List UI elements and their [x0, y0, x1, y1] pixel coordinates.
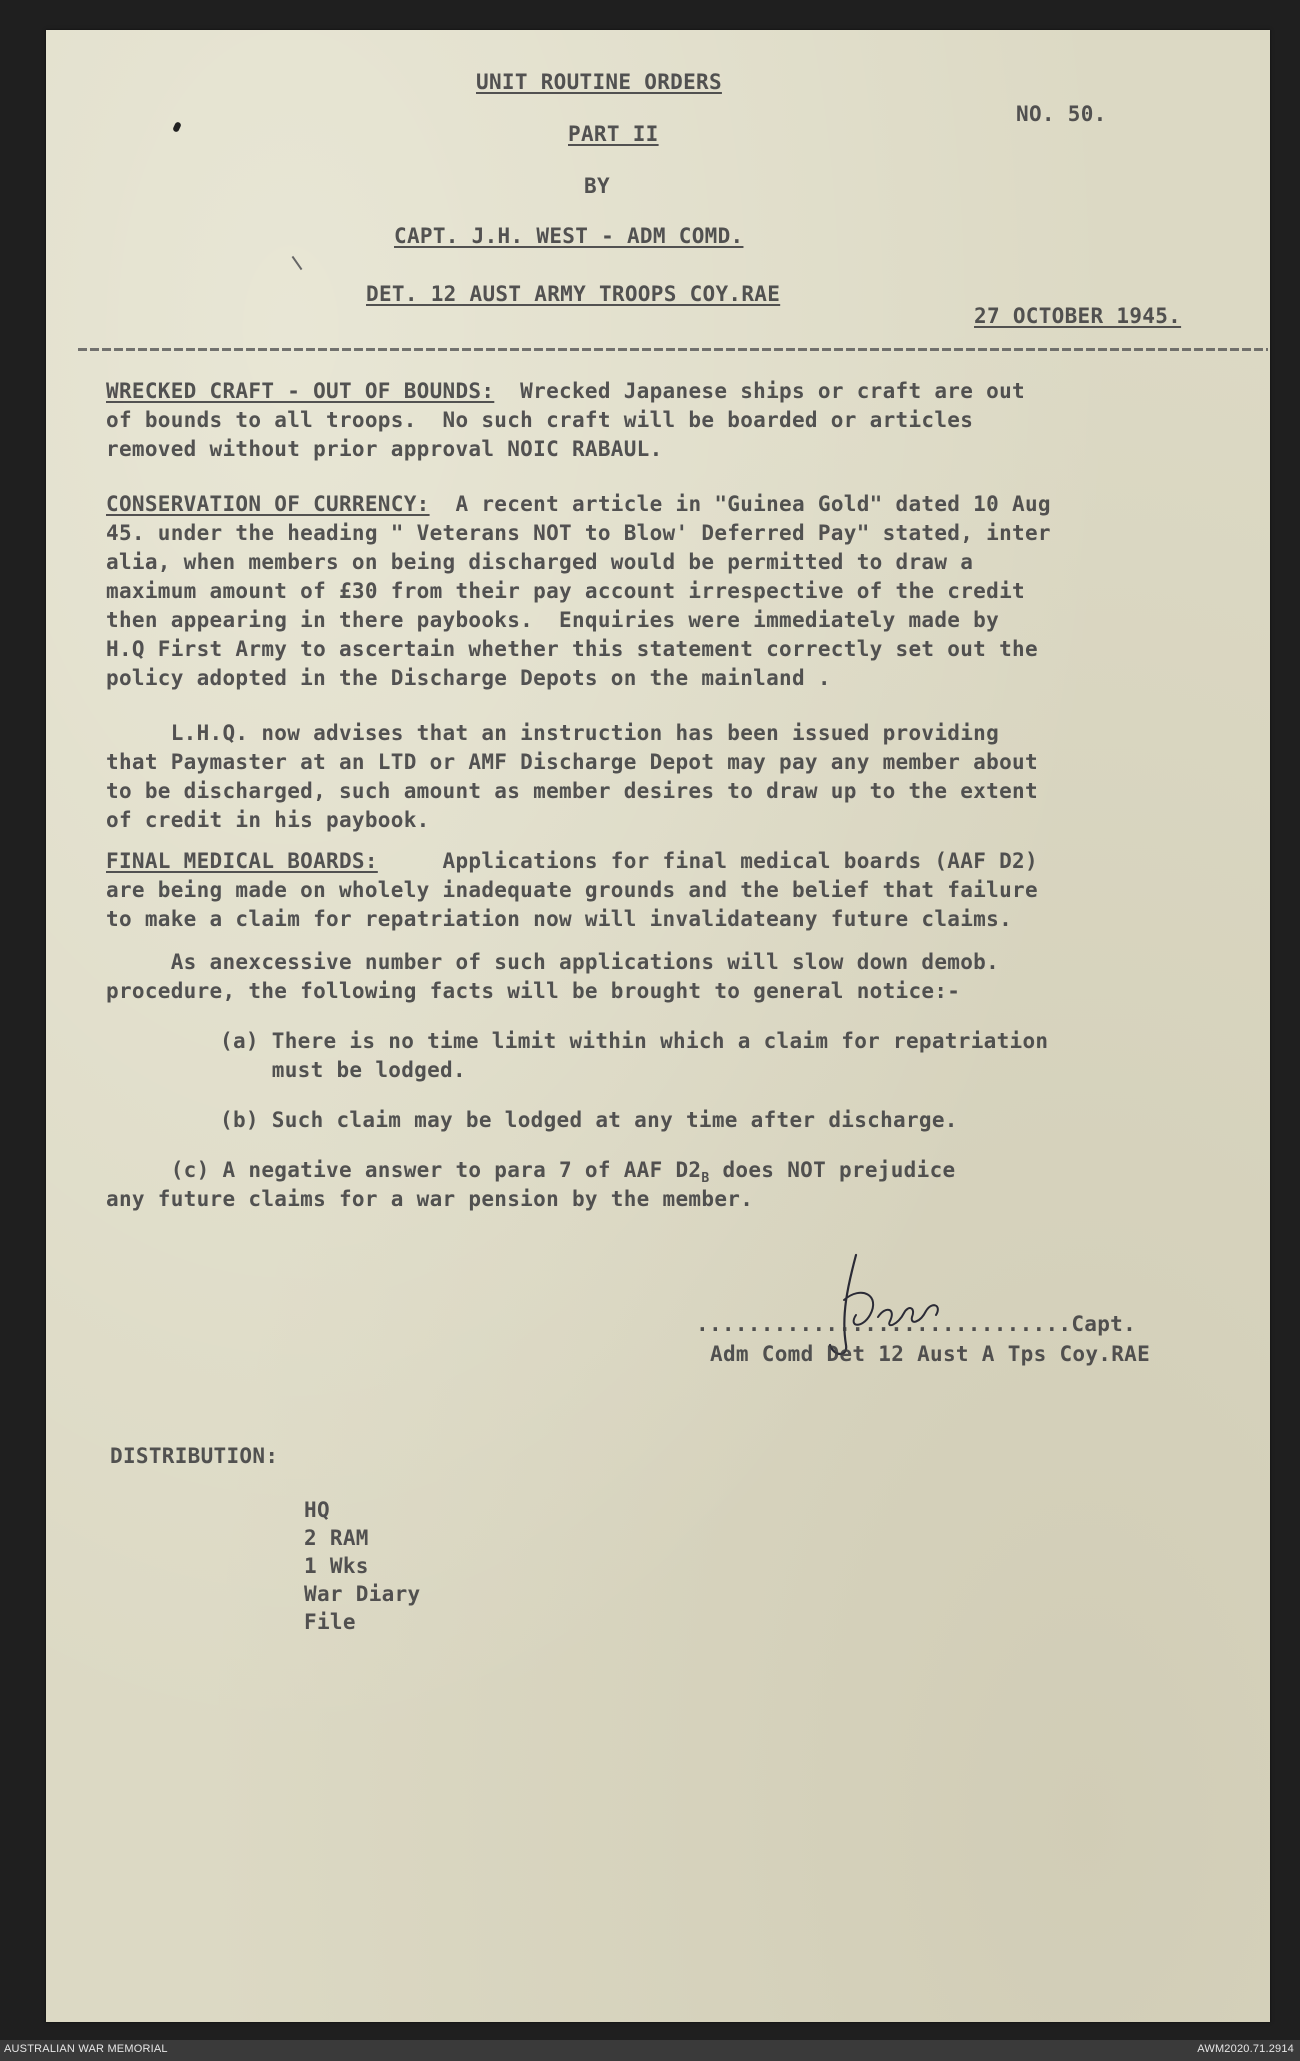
fact-b-line: (b) Such claim may be lodged at any time after discharge.	[220, 1108, 958, 1132]
distribution-item: 1 Wks	[304, 1554, 369, 1578]
paragraph-line: As anexcessive number of such applications will slow down demob.	[106, 950, 1000, 974]
paragraph-line: then appearing in there paybooks. Enquiries were immediately made by	[106, 608, 1000, 632]
signatory-title: Adm Comd Det 12 Aust A Tps Coy.RAE	[710, 1342, 1151, 1366]
paragraph-line: procedure, the following facts will be brought to general notice:-	[106, 979, 961, 1003]
paragraph-line: L.H.Q. now advises that an instruction has been issued providing	[106, 721, 1000, 745]
document-page	[46, 30, 1270, 2022]
fact-c-line: any future claims for a war pension by the member.	[106, 1187, 754, 1211]
paragraph-line: removed without prior approval NOIC RABAUL.	[106, 437, 663, 461]
paragraph-line: of credit in his paybook.	[106, 808, 430, 832]
distribution-item: 2 RAM	[304, 1526, 369, 1550]
document-date: 27 OCTOBER 1945.	[974, 304, 1182, 328]
paragraph-line: policy adopted in the Discharge Depots on the mainland .	[106, 666, 831, 690]
paragraph-line: A recent article in "Guinea Gold" dated 10 Aug	[429, 492, 1051, 516]
header-rule	[78, 348, 1268, 351]
paragraph-line: of bounds to all troops. No such craft will be boarded or articles	[106, 408, 974, 432]
paragraph-line: to make a claim for repatriation now will invalidateany future claims.	[106, 907, 1013, 931]
document-title: UNIT ROUTINE ORDERS	[476, 70, 722, 94]
footer-accession-number: AWM2020.71.2914	[1197, 2043, 1294, 2055]
fact-c-subscript: B	[701, 1171, 710, 1187]
issuing-officer: CAPT. J.H. WEST - ADM COMD.	[394, 224, 744, 248]
paragraph-line: 45. under the heading " Veterans NOT to Blow' Deferred Pay" stated, inter	[106, 521, 1051, 545]
stray-mark	[292, 256, 303, 270]
stray-mark	[172, 121, 182, 133]
document-part: PART II	[568, 122, 659, 146]
section-heading: CONSERVATION OF CURRENCY:	[106, 492, 430, 516]
fact-c-text-end: does NOT prejudice	[709, 1158, 956, 1182]
paragraph-line: to be discharged, such amount as member desires to draw up to the extent	[106, 779, 1038, 803]
section-currency	[106, 490, 1051, 519]
distribution-item: HQ	[304, 1498, 330, 1522]
order-number: NO. 50.	[1016, 102, 1107, 126]
section-wrecked	[106, 377, 1025, 406]
paragraph-line: maximum amount of £30 from their pay account irrespective of the credit	[106, 579, 1025, 603]
section-heading: WRECKED CRAFT - OUT OF BOUNDS:	[106, 379, 495, 403]
section-heading: FINAL MEDICAL BOARDS:	[106, 849, 378, 873]
paragraph-line: H.Q First Army to ascertain whether this statement correctly set out the	[106, 637, 1038, 661]
issuing-unit: DET. 12 AUST ARMY TROOPS COY.RAE	[366, 282, 781, 306]
section-medical	[106, 847, 1038, 876]
document-by: BY	[584, 174, 610, 198]
paragraph-line: are being made on wholely inadequate grounds and the belief that failure	[106, 878, 1038, 902]
footer-institution: AUSTRALIAN WAR MEMORIAL	[4, 2043, 168, 2055]
distribution-item: File	[304, 1610, 356, 1634]
paragraph-line: Applications for final medical boards (AAF D2)	[377, 849, 1038, 873]
fact-a-line: (a) There is no time limit within which a claim for repatriation	[220, 1029, 1049, 1053]
paragraph-line: alia, when members on being discharged would be permitted to draw a	[106, 550, 974, 574]
paragraph-line: Wrecked Japanese ships or craft are out	[494, 379, 1025, 403]
fact-a-line: must be lodged.	[220, 1058, 466, 1082]
signature-dots: .............................Capt.	[696, 1312, 1137, 1336]
distribution-item: War Diary	[304, 1582, 421, 1606]
fact-c-text: (c) A negative answer to para 7 of AAF D2	[106, 1158, 702, 1182]
distribution-heading: DISTRIBUTION:	[110, 1444, 279, 1468]
paragraph-line: that Paymaster at an LTD or AMF Discharge Depot may pay any member about	[106, 750, 1038, 774]
